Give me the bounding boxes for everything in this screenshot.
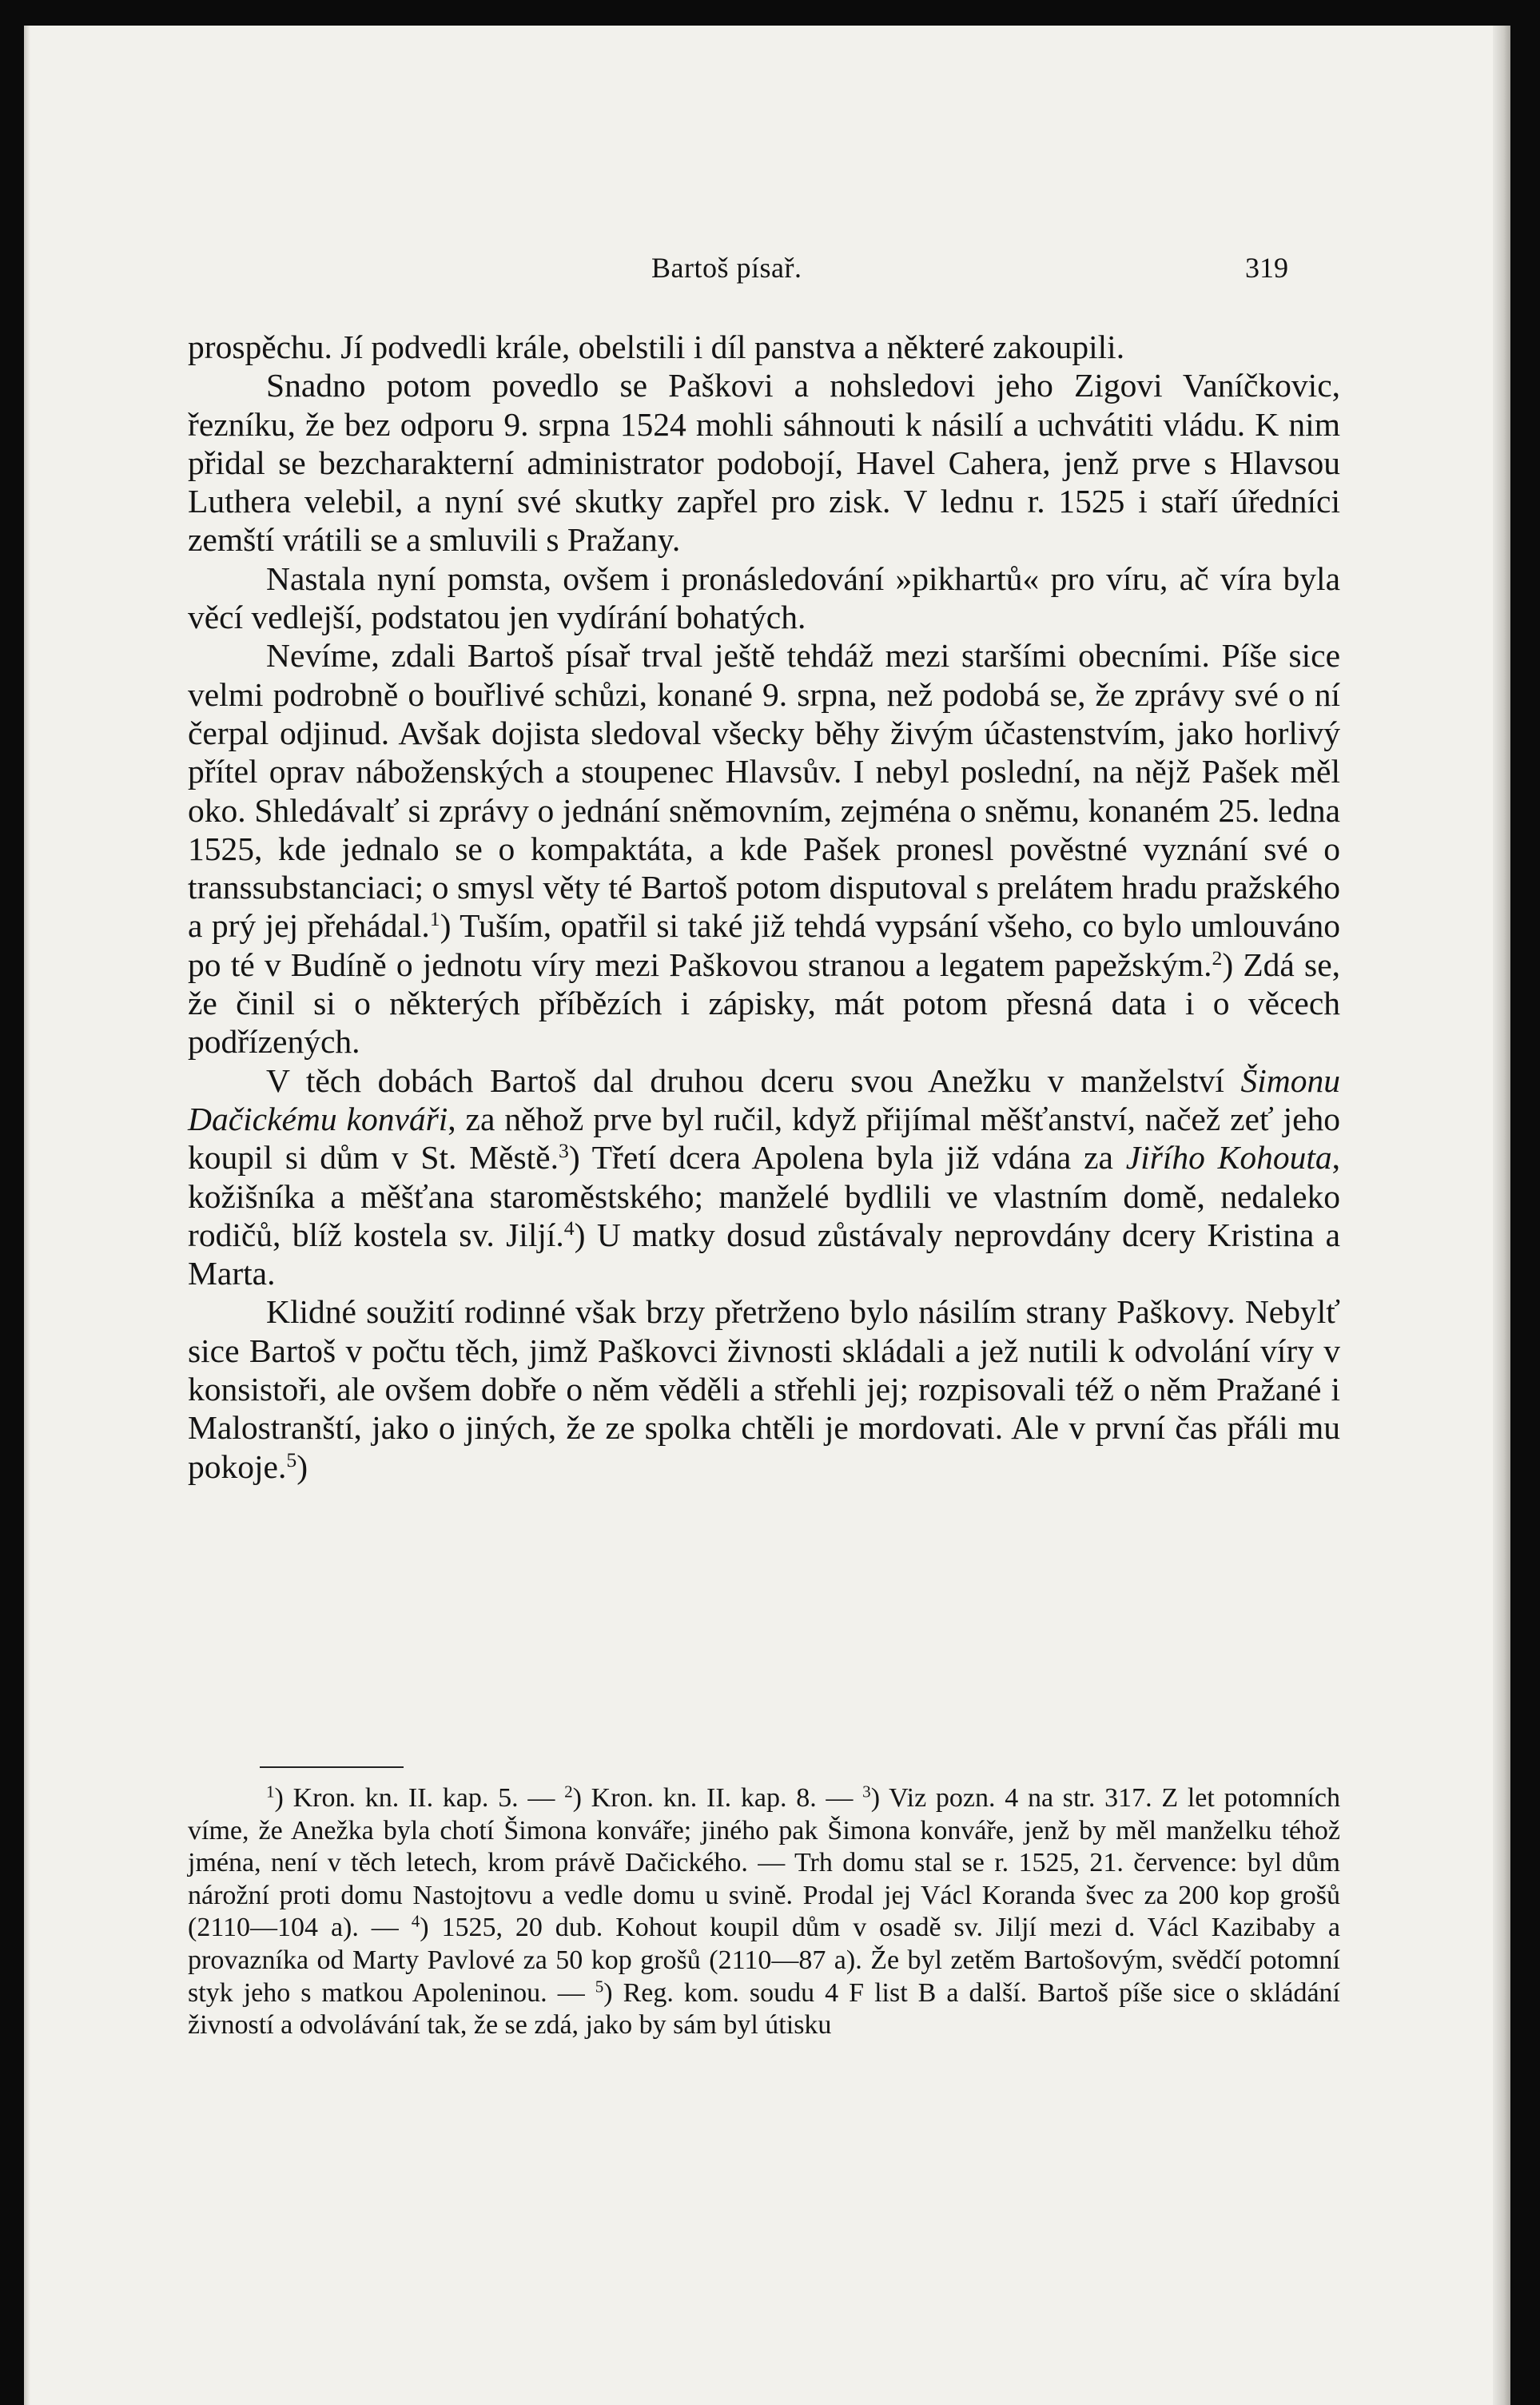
paragraph-6-text-b: ) bbox=[296, 1447, 308, 1485]
paragraph-6 bbox=[188, 1292, 1340, 1485]
paragraph-2-text: Snadno potom povedlo se Paškovi a nohsledovi jeho Zigovi Vaníčkovic, řezníku, že bez odporu 9. srpna 1524 mohli sáhnouti k násilí a uchvátiti vládu. K nim přidal se bezcharakterní administrator podobojí, Havel Cahera, jenž prve s Hlavsou Luthera velebil, a nyní své skutky zapřel pro zisk. V lednu r. 1525 i staří úředníci zemští vrátili se a smluvili s Pražany. bbox=[188, 367, 1340, 559]
paragraph-1 bbox=[188, 328, 1340, 366]
paragraph-3 bbox=[188, 559, 1340, 637]
footnote-ref-5: 5 bbox=[286, 1447, 297, 1471]
paragraph-1-text: prospěchu. Jí podvedli krále, obelstili i díl panstva a některé zakoupili. bbox=[188, 328, 1125, 365]
paragraph-5-text-e: ) U matky dosud zůstávaly neprovdány dcery Kristina a Marta. bbox=[188, 1216, 1341, 1292]
paragraph-5-text-b: , za něhož prve byl ručil, když přijímal měšťanství, načež zeť jeho koupil si dům v St. Městě. bbox=[188, 1100, 1340, 1177]
paragraph-4-text-a: Nevíme, zdali Bartoš písař trval ještě tehdáž mezi staršími obecními. Píše sice velmi podrobně o bouřlivé schůzi, konané 9. srpna, než podobá se, že zprávy své o ní čerpal odjinud. Avšak dojista sledoval všecky běhy živým účastenstvím, jako horlivý přítel oprav náboženských a stoupenec Hlavsův. I nebyl poslední, na nějž Pašek měl oko. Shledávalť si zprávy o jednání sněmovním, zejména o sněmu, konaném 25. ledna 1525, kde jednalo se o kompaktáta, a kde Pašek pronesl pověstné vyznání své o transsubstanciaci; o smysl věty té Bartoš potom disputoval s prelátem hradu pražského a prý jej přehádal. bbox=[188, 637, 1340, 945]
book-page bbox=[24, 26, 1510, 2405]
main-text bbox=[188, 328, 1340, 1486]
paragraph-3-text: Nastala nyní pomsta, ovšem i pronásledování »pikhartů« pro víru, ač víra byla věcí vedlejší, podstatou jen vydírání bohatých. bbox=[188, 559, 1340, 636]
book-spine-shadow bbox=[1493, 26, 1510, 2405]
paragraph-5-text-c: ) Třetí dcera Apolena byla již vdána za bbox=[568, 1139, 1126, 1177]
footnote-1-text: ) Kron. kn. II. kap. 5. — bbox=[274, 1783, 565, 1813]
footnote-4-text: ) 1525, 20 dub. Kohout koupil dům v osadě sv. Jiljí mezi d. Václ Kazibaby a provazníka od Marty Pavlové za 50 kop grošů (2110—87 a). Že byl zetěm Bartošovým, svědčí potomní styk jeho s matkou Apoleninou. — bbox=[188, 1913, 1340, 2008]
footnotes bbox=[188, 1782, 1340, 2042]
page-left-edge bbox=[24, 26, 30, 2405]
footnote-marker-2: 2 bbox=[564, 1782, 573, 1802]
paragraph-2 bbox=[188, 366, 1340, 559]
paragraph-5-text-a: V těch dobách Bartoš dal druhou dceru svou Anežku v manželství bbox=[266, 1061, 1241, 1099]
paragraph-6-text-a: Klidné soužití rodinné však brzy přetrženo bylo násilím strany Paškovy. Nebylť sice Bartoš v počtu těch, jimž Paškovci živnosti skládali a jež nutili k odvolání víry v konsistoři, ale ovšem dobře o něm věděli a střehli jej; rozpisovali též o něm Pražané i Malostranští, jako o jiných, že ze spolka chtěli je mordovati. Ale v první čas přáli mu pokoje. bbox=[188, 1293, 1340, 1485]
page-number: 319 bbox=[1245, 252, 1288, 284]
running-head: Bartoš písař. bbox=[651, 252, 802, 284]
footnote-marker-1: 1 bbox=[266, 1782, 275, 1802]
paragraph-4 bbox=[188, 636, 1340, 1061]
paragraph-4-text-b: ) Tuším, opatřil si také již tehdá vypsání všeho, co bylo umlouváno po té v Budíně o jednotu víry mezi Paškovou stranou a legatem papežským. bbox=[188, 907, 1341, 983]
footnote-ref-2: 2 bbox=[1212, 946, 1223, 970]
italic-name-jiri: Jiřího Kohouta bbox=[1125, 1139, 1332, 1177]
footnote-block bbox=[188, 1782, 1340, 2042]
footnote-marker-4: 4 bbox=[411, 1911, 420, 1931]
footnote-ref-4: 4 bbox=[563, 1216, 575, 1240]
paragraph-5 bbox=[188, 1061, 1340, 1293]
footnote-5-text: ) Reg. kom. soudu 4 F list B a další. Bartoš píše sice o skládání živností a odvolávání tak, že se zdá, jako by sám byl útisku bbox=[188, 1977, 1340, 2041]
footnote-marker-3: 3 bbox=[862, 1782, 871, 1802]
footnote-2-text: ) Kron. kn. II. kap. 8. — bbox=[572, 1783, 863, 1813]
footnote-3-text: ) Viz pozn. 4 na str. 317. Z let potomních víme, že Anežka byla chotí Šimona konváře; jiného pak Šimona konváře, jenž by měl manželku téhož jména, není v těch letech, krom právě Dačického. — Trh domu stal se r. 1525, 21. července: byl dům nárožní proti domu Nastojtovu a vedle domu u svině. Prodal jej Václ Koranda švec za 200 kop grošů (2110—104 a). — bbox=[188, 1783, 1340, 1943]
page-header bbox=[24, 248, 1510, 296]
paragraph-5-text-d: , kožišníka a měšťana staroměstského; manželé bydlili ve vlastním domě, nedaleko rodičů, blíž kostela sv. Jiljí. bbox=[188, 1139, 1340, 1253]
footnote-divider bbox=[260, 1766, 404, 1768]
footnote-marker-5: 5 bbox=[595, 1976, 604, 1996]
italic-name-simon: Šimonu Dačickému konváři bbox=[188, 1061, 1340, 1137]
footnote-ref-3: 3 bbox=[558, 1139, 569, 1163]
paragraph-4-text-c: ) Zdá se, že činil si o některých příbězích i zápisky, mát potom přesná data i o věcech podřízených. bbox=[188, 946, 1340, 1061]
footnote-ref-1: 1 bbox=[429, 907, 440, 931]
